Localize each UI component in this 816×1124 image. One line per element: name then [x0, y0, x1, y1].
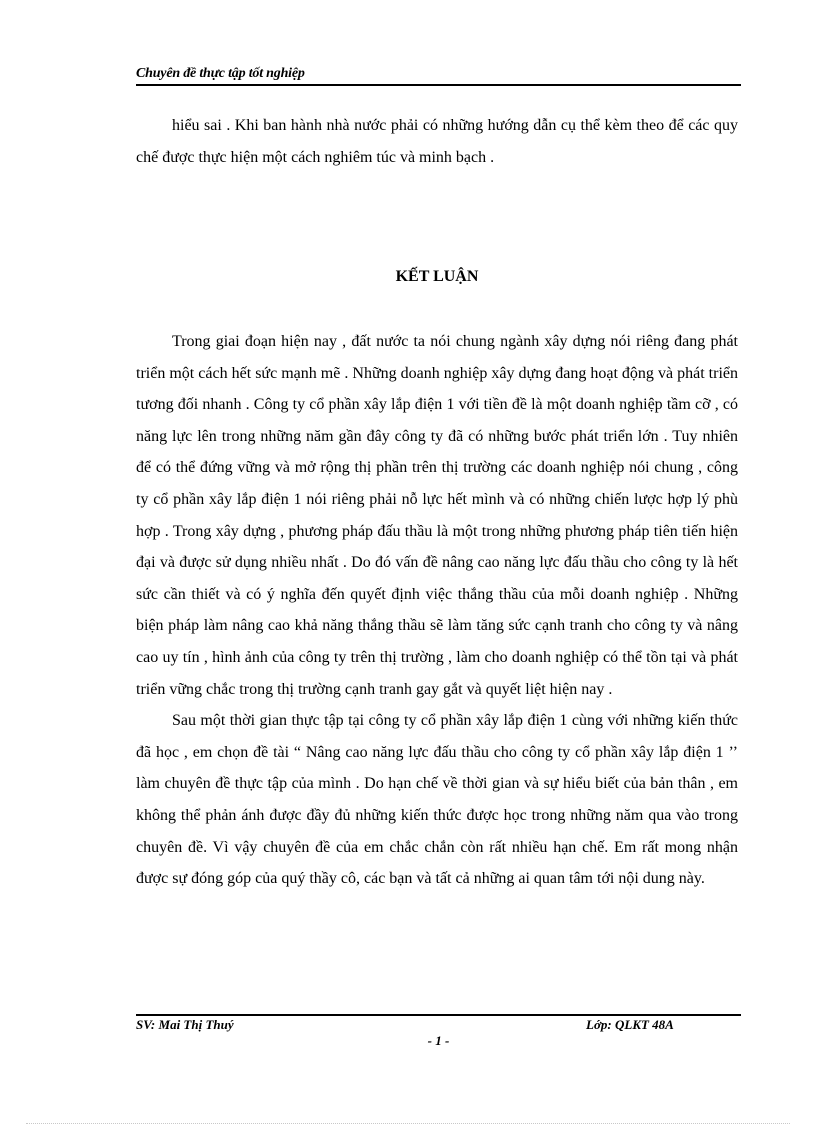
header-title: Chuyên đề thực tập tốt nghiệp: [136, 66, 305, 81]
footer-class: Lớp: QLKT 48A: [586, 1017, 674, 1032]
section-body: [136, 326, 738, 895]
paragraph: hiểu sai . Khi ban hành nhà nước phải có những hướng dẫn cụ thể kèm theo để các quy chế được thực hiện một cách nghiêm túc và minh bạch .: [136, 117, 738, 166]
intro-text: [136, 110, 738, 173]
header-rule: [136, 84, 741, 86]
footer-student: SV: Mai Thị Thuý: [136, 1017, 234, 1032]
paragraph: Sau một thời gian thực tập tại công ty cổ phần xây lắp điện 1 cùng với những kiến thức đã học , em chọn đề tài “ Nâng cao năng lực đấu thầu cho công ty cổ phần xây lắp điện 1 ’’ làm chuyên đề thực tập của mình . Do hạn chế về thời gian và sự hiểu biết của bản thân , em không thể phản ánh được đầy đủ những kiến thức được học trong những năm qua vào trong chuyên đề. Vì vậy chuyên đề của em chắc chắn còn rất nhiều hạn chế. Em rất mong nhận được sự đóng góp của quý thầy cô, các bạn và tất cả những ai quan tâm tới nội dung này.: [136, 712, 738, 888]
section-heading: KẾT LUẬN: [395, 268, 479, 285]
footer-rule: [136, 1014, 741, 1016]
paragraph: Trong giai đoạn hiện nay , đất nước ta nói chung ngành xây dựng nói riêng đang phát triển một cách hết sức mạnh mẽ . Những doanh nghiệp xây dựng đang hoạt động và phát triển tương đối nhanh . Công ty cổ phần xây lắp điện 1 với tiền đề là một doanh nghiệp tầm cỡ , có năng lực lên trong những năm gần đây công ty đã có những bước phát triển lớn . Tuy nhiên để có thể đứng vững và mở rộng thị phần trên thị trường các doanh nghiệp nói chung , công ty cổ phần xây lắp điện 1 nói riêng phải nỗ lực hết mình và có những chiến lược hợp lý phù hợp . Trong xây dựng , phương pháp đấu thầu là một trong những phương pháp tiên tiến hiện đại và được sử dụng nhiều nhất . Do đó vấn đề nâng cao năng lực đấu thầu cho công ty là hết sức cần thiết và có ý nghĩa đến quyết định việc thắng thầu của mỗi doanh nghiệp . Những biện pháp làm nâng cao khả năng thắng thầu sẽ làm tăng sức cạnh tranh cho công ty và nâng cao uy tín , hình ảnh của công ty trên thị trường , làm cho doanh nghiệp có thể tồn tại và phát triển vững chắc trong thị trường cạnh tranh gay gắt và quyết liệt hiện nay .: [136, 333, 738, 698]
page-number: - 1 -: [427, 1033, 450, 1048]
